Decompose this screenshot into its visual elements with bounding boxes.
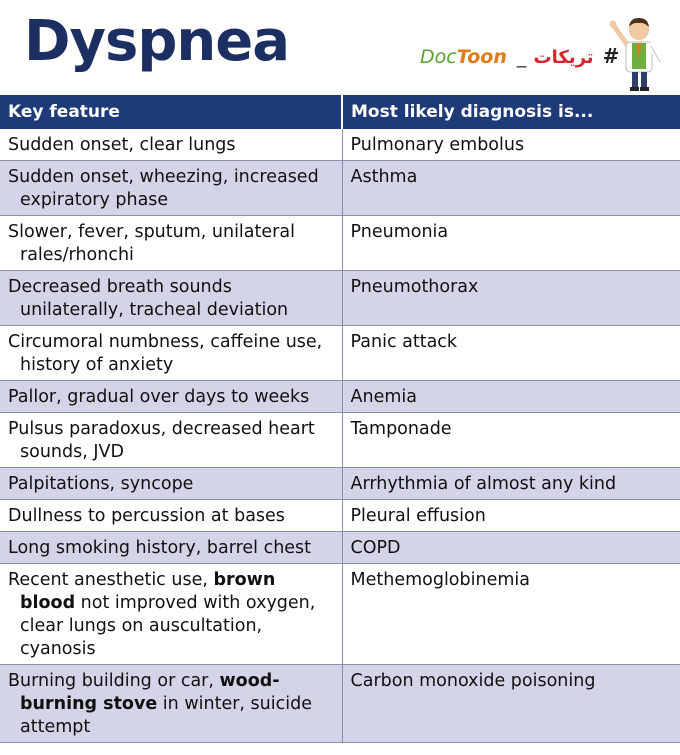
table-row (0, 500, 680, 532)
key-feature-cell: Sudden onset, wheezing, increased expiratory phase (0, 161, 342, 216)
diagnosis-cell: Asthma (342, 161, 680, 216)
brand-doc-text: Doc (420, 46, 457, 68)
diagnosis-cell: Pneumonia (342, 216, 680, 271)
key-feature-cell: Dullness to percussion at bases (0, 500, 342, 532)
table-row (0, 564, 680, 665)
diagnosis-cell: Anemia (342, 381, 680, 413)
page-header (0, 0, 680, 95)
table-row (0, 532, 680, 564)
column-header-key-feature: Key feature (0, 95, 342, 129)
key-feature-cell: Long smoking history, barrel chest (0, 532, 342, 564)
key-feature-cell: Pallor, gradual over days to weeks (0, 381, 342, 413)
table-row (0, 129, 680, 161)
page-title: Dyspnea (24, 9, 290, 74)
brand-arabic-text: تريكات (533, 47, 594, 68)
key-feature-cell: Pulsus paradoxus, decreased heart sounds, JVD (0, 413, 342, 468)
table-row (0, 413, 680, 468)
dyspnea-table (0, 95, 680, 743)
diagnosis-cell: Arrhythmia of almost any kind (342, 468, 680, 500)
table-header-row (0, 95, 680, 129)
table-row (0, 665, 680, 743)
key-feature-cell: Palpitations, syncope (0, 468, 342, 500)
feature-text: not improved with oxygen, clear lungs on auscultation, cyanosis (20, 593, 316, 659)
table-row (0, 468, 680, 500)
key-feature-cell: Slower, fever, sputum, unilateral rales/rhonchi (0, 216, 342, 271)
table-row (0, 161, 680, 216)
feature-text: Recent anesthetic use, (8, 570, 214, 590)
brand-logo (420, 44, 619, 74)
diagnosis-cell: Carbon monoxide poisoning (342, 665, 680, 743)
key-feature-cell (0, 564, 342, 665)
diagnosis-cell: Panic attack (342, 326, 680, 381)
table-row (0, 381, 680, 413)
diagnosis-cell: Pneumothorax (342, 271, 680, 326)
diagnosis-cell: Pulmonary embolus (342, 129, 680, 161)
diagnosis-cell: Tamponade (342, 413, 680, 468)
column-header-diagnosis: Most likely diagnosis is... (342, 95, 680, 129)
key-feature-cell: Decreased breath sounds unilaterally, tracheal deviation (0, 271, 342, 326)
table-row (0, 216, 680, 271)
key-feature-cell: Circumoral numbness, caffeine use, history of anxiety (0, 326, 342, 381)
doctor-mascot-icon (608, 10, 668, 92)
table-row (0, 271, 680, 326)
diagnosis-cell: Pleural effusion (342, 500, 680, 532)
feature-text: Burning building or car, (8, 671, 220, 691)
feature-text: in winter, suicide attempt (20, 694, 312, 737)
diagnosis-cell: Methemoglobinemia (342, 564, 680, 665)
brand-separator: _ (510, 46, 527, 68)
feature-emphasis: wood-burning stove (20, 671, 280, 714)
diagnosis-cell: COPD (342, 532, 680, 564)
table-row (0, 326, 680, 381)
brand-hash: # (602, 44, 620, 68)
key-feature-cell: Sudden onset, clear lungs (0, 129, 342, 161)
key-feature-cell (0, 665, 342, 743)
brand-toon-text: Toon (456, 46, 507, 68)
feature-emphasis: brown blood (20, 570, 276, 613)
